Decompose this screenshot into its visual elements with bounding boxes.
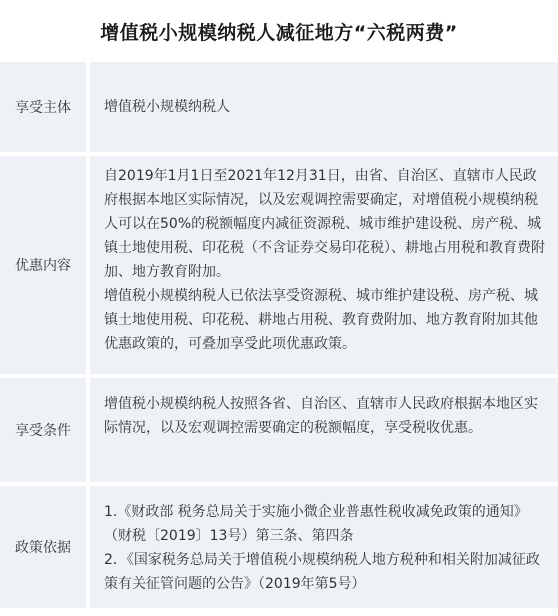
- row-content-beneficiary: [90, 62, 558, 152]
- content-paragraph: 增值税小规模纳税人已依法享受资源税、城市维护建设税、房产税、城镇土地使用税、印花税、耕地占用税、教育费附加、地方教育附加其他优惠政策的，可叠加享受此项优惠政策。: [104, 288, 538, 352]
- content-paragraph: 自2019年1月1日至2021年12月31日，由省、自治区、直辖市人民政府根据本地区实际情况，以及宏观调控需要确定，对增值税小规模纳税人可以在50%的税额幅度内减征资源税、城市维护建设税、房产税、城镇土地使用税、印花税（不含证券交易印花税）、耕地占用税和教育费附加、地方教育附加。: [104, 168, 545, 280]
- row-label-policy-basis: 政策依据: [0, 486, 90, 608]
- row-content-preferential-content: [90, 156, 558, 374]
- row-label-beneficiary: 享受主体: [0, 62, 90, 152]
- table-row-preferential-content: [0, 152, 558, 374]
- row-label-preferential-content: 优惠内容: [0, 156, 90, 374]
- table-row-policy-basis: [0, 482, 558, 608]
- row-content-conditions: [90, 378, 558, 482]
- table-row-conditions: [0, 374, 558, 482]
- content-paragraph: 增值税小规模纳税人按照各省、自治区、直辖市人民政府根据本地区实际情况，以及宏观调控需要确定的税额幅度，享受税收优惠。: [104, 396, 538, 436]
- table-row-beneficiary: [0, 62, 558, 152]
- page-title: 增值税小规模纳税人减征地方“六税两费”: [100, 21, 458, 44]
- row-label-conditions: 享受条件: [0, 378, 90, 482]
- content-paragraph: 1.《财政部 税务总局关于实施小微企业普惠性税收减免政策的通知》（财税〔2019〕13号）第三条、第四条: [104, 504, 528, 544]
- content-paragraph: 增值税小规模纳税人: [104, 99, 230, 115]
- content-paragraph: 2．《国家税务总局关于增值税小规模纳税人地方税种和相关附加减征政策有关征管问题的公告》（2019年第5号）: [104, 552, 540, 592]
- policy-table: [0, 62, 558, 608]
- row-content-policy-basis: [90, 486, 558, 608]
